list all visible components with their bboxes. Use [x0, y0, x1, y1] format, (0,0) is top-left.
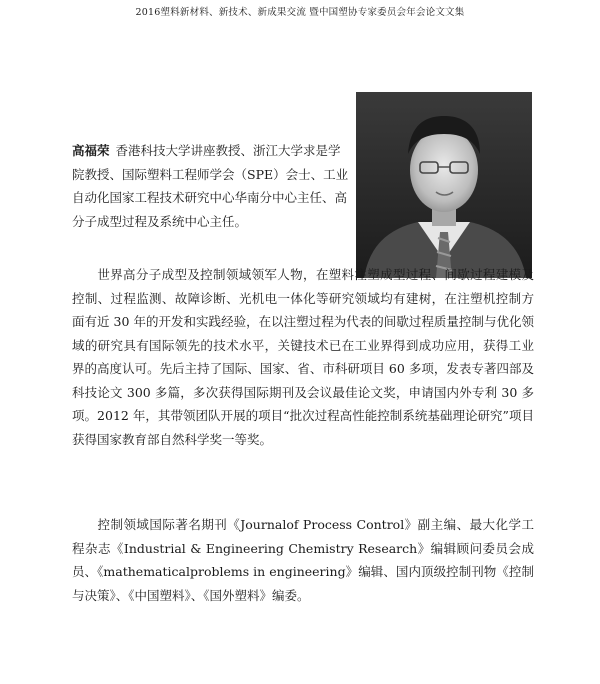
author-intro — [72, 139, 352, 233]
bio-paragraph-2 — [72, 513, 534, 607]
bio-paragraph-1-text: 世界高分子成型及控制领域领军人物，在塑料注塑成型过程、间歇过程建模及控制、过程监测、故障诊断、光机电一体化等研究领域均有建树，在注塑机控制方面有近 30 年的开发和实践经验，在以注塑过程为代表的间歇过程质量控制与优化领域的研究具有国际领先的技术水平，关键技术已在工业界得到成功应用，获得工业界的高度认可。先后主持了国际、国家、省、市科研项目 60 多项，发表专著四部及科技论文 300 多篇，多次获得国际期刊及会议最佳论文奖，申请国内外专利 30 多项。2012 年，其带领团队开展的项目“批次过程高性能控制系统基础理论研究”项目获得国家教育部自然科学奖一等奖。 — [72, 267, 534, 447]
author-intro-text: 香港科技大学讲座教授、浙江大学求是学院教授、国际塑料工程师学会（SPE）会士、工业自动化国家工程技术研究中心华南分中心主任、高分子成型过程及系统中心主任。 — [72, 143, 349, 229]
running-header: 2016塑料新材料、新技术、新成果交流 暨中国塑协专家委员会年会论文文集 — [135, 7, 465, 18]
bio-paragraph-1 — [72, 263, 534, 451]
author-name: 高福荣 — [72, 143, 110, 158]
author-portrait — [356, 92, 532, 278]
bio-paragraph-2-text: 控制领域国际著名期刊《Journalof Process Control》副主编、最大化学工程杂志《Industrial & Engineering Chemistry Research》编辑顾问委员会成员、《mathematicalproblems in engineering》编辑、国内顶级控制刊物《控制与决策》、《中国塑料》、《国外塑料》编委。 — [72, 517, 534, 603]
portrait-image — [356, 92, 532, 278]
